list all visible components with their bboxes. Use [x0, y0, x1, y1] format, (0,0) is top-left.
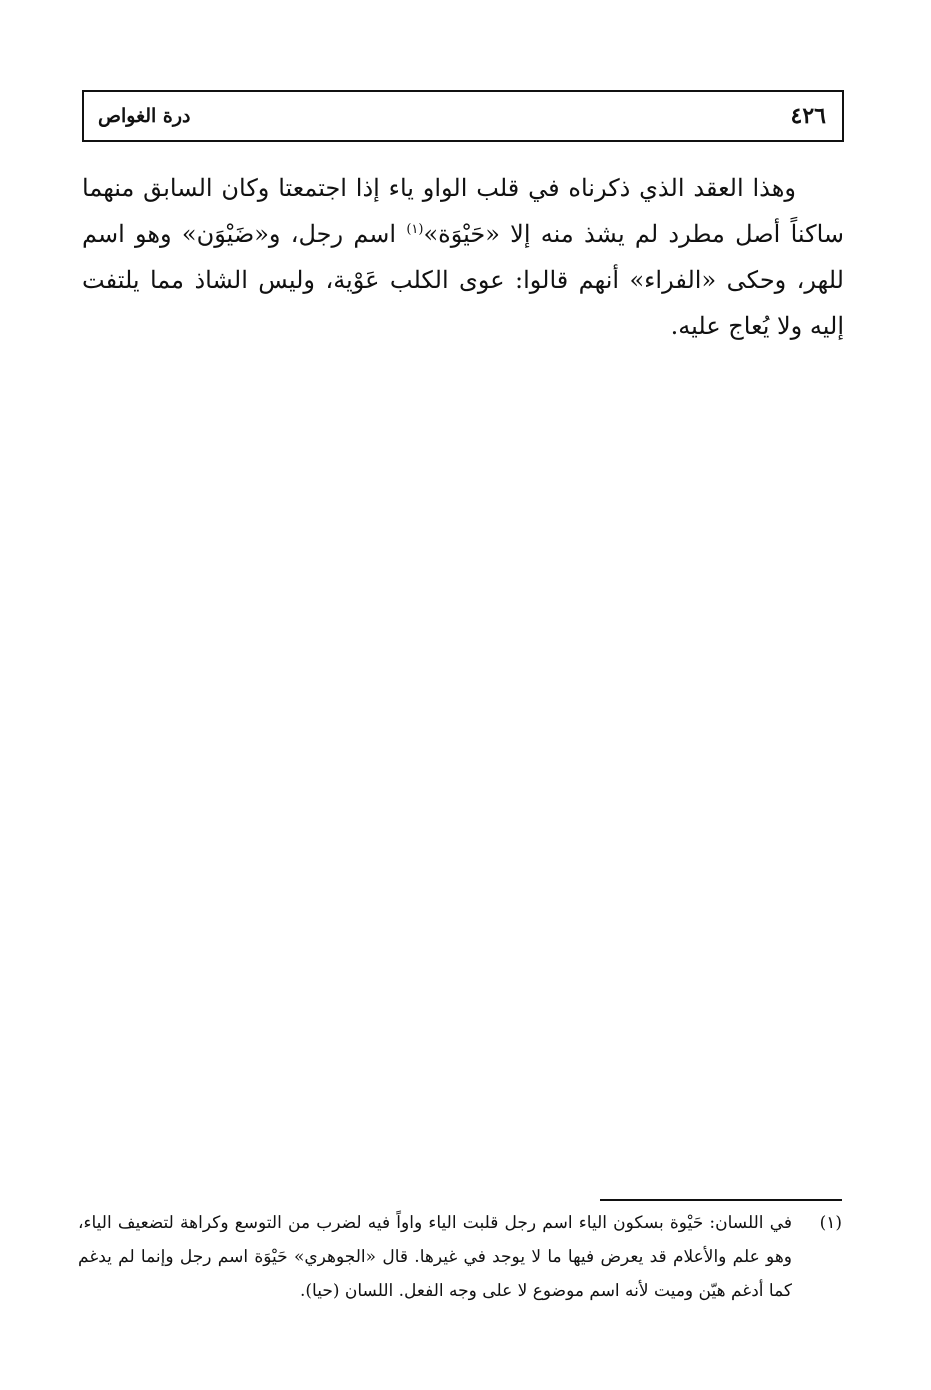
- footnote-text: في اللسان: حَيْوة بسكون الياء اسم رجل قلبت الياء واواً فيه لضرب من التوسع وكراهة لتضعيف الياء، وهو علم والأعلام قد يعرض فيها ما لا يوجد في غيرها. قال «الجوهري» حَيْوَة اسم رجل وإنما لم يدغم كما أدغم هيّن وميت لأنه اسم موضوع لا على وجه الفعل. اللسان (حيا).: [78, 1213, 792, 1301]
- body-paragraph-part1: وهذا العقد الذي ذكرناه في قلب الواو ياء إذا اجتمعتا وكان السابق منهما ساكناً أصل مطرد لم يشذ منه إلا «حَيْوَة»: [82, 174, 844, 248]
- footnotes-section: [78, 1206, 842, 1308]
- body-paragraph: [82, 165, 844, 349]
- footnote-item: [78, 1206, 842, 1308]
- main-text: [82, 165, 844, 349]
- page-header: [82, 90, 844, 142]
- page-number: ٤٢٦: [790, 103, 826, 129]
- footnote-divider: [600, 1199, 842, 1201]
- body-paragraph-part2: اسم رجل، و«ضَيْوَن» وهو اسم للهر، وحكى «الفراء» أنهم قالوا: عوى الكلب عَوْية، وليس الشاذ مما يلتفت إليه ولا يُعاج عليه.: [82, 220, 844, 340]
- book-title: درة الغواص: [98, 105, 191, 127]
- footnote-marker: (١): [819, 1213, 842, 1233]
- footnote-reference: (١): [406, 222, 424, 237]
